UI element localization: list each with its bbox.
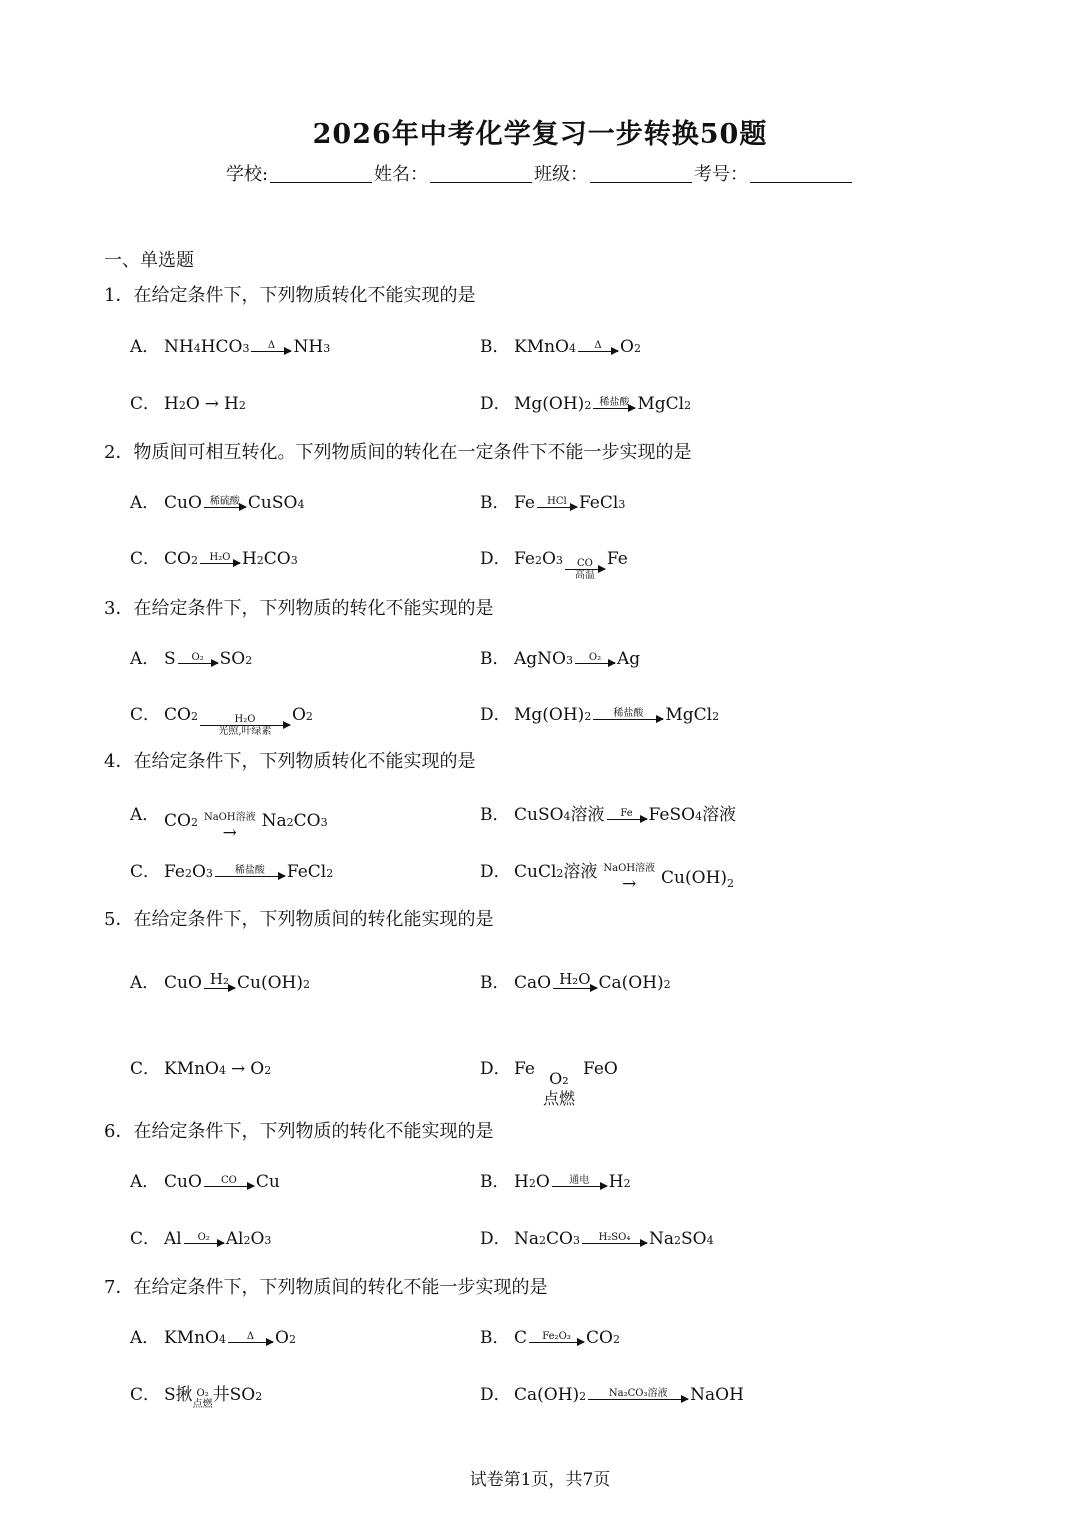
condition: 稀盐酸 <box>599 397 630 408</box>
condition: 通电 <box>569 1175 590 1186</box>
q7-option-d: D． Ca(OH) 2 Na₂CO₃溶液 NaOH <box>480 1380 744 1405</box>
option-label: A． <box>130 337 160 357</box>
page-footer: 试卷第1页，共7页 <box>469 1470 611 1490</box>
solution-word: 溶液 <box>563 862 598 882</box>
q1-option-b: B． KMnO 4 Δ O 2 <box>480 332 641 357</box>
q6-option-a: A． CuO CO Cu <box>130 1167 280 1192</box>
condition: H₂ <box>209 970 230 988</box>
option-label: C． <box>130 549 161 569</box>
option-label: C． <box>130 1385 161 1405</box>
q3-option-a: A． S O₂ SO 2 <box>130 644 252 669</box>
question-text: 物质间可相互转化。下列物质间的转化在一定条件下不能一步实现的是 <box>133 442 692 463</box>
student-info-line <box>0 160 1080 186</box>
exam-number-blank <box>750 164 852 183</box>
option-label: B． <box>480 649 510 669</box>
question-number: 7． <box>104 1277 134 1298</box>
condition: Fe₂O₃ <box>542 1331 571 1342</box>
q2-option-c: C． CO 2 H₂O H 2 CO 3 <box>130 544 298 569</box>
q7-option-b: B． C Fe₂O₃ CO 2 <box>480 1323 620 1348</box>
option-label: C． <box>130 1229 161 1249</box>
class-blank <box>590 164 692 183</box>
section-heading: 一、单选题 <box>104 250 194 271</box>
condition: NaOH溶液 <box>203 812 256 823</box>
condition: Fe <box>620 808 633 819</box>
option-label: B． <box>480 973 510 993</box>
q4-option-c: C． Fe 2 O 3 稀盐酸 FeCl 2 <box>130 857 333 882</box>
option-label: A． <box>130 805 160 825</box>
q6-option-c: C． Al O₂ Al 2 O 3 <box>130 1224 271 1249</box>
option-label: B． <box>480 493 510 513</box>
page-title: 2026年中考化学复习一步转换50题 <box>312 119 768 150</box>
condition: O₂ <box>549 1069 569 1088</box>
condition-under: 光照,叶绿素 <box>218 726 272 737</box>
option-label: C． <box>130 1059 161 1079</box>
question-number: 3． <box>104 598 134 619</box>
option-label: D． <box>480 1229 511 1249</box>
condition-under: 高温 <box>574 570 595 581</box>
q2-option-a: A． CuO 稀硫酸 CuSO 4 <box>130 488 304 513</box>
option-label: D． <box>480 862 511 882</box>
exam-number-label: 考号： <box>694 164 749 185</box>
q4-option-a: A． CO 2 NaOH溶液 → Na 2 CO 3 <box>130 800 328 843</box>
option-label: A． <box>130 1172 160 1192</box>
condition: Na₂CO₃溶液 <box>608 1388 668 1399</box>
condition-under: 点燃 <box>542 1089 575 1108</box>
question-3 <box>104 594 493 620</box>
condition: H₂O <box>559 970 591 988</box>
q5-option-a: A． CuO H₂ Cu(OH) 2 <box>130 970 310 993</box>
question-number: 6． <box>104 1121 134 1142</box>
question-1 <box>104 281 475 307</box>
condition: O₂ <box>588 652 602 663</box>
condition: 稀盐酸 <box>234 865 265 876</box>
q2-option-b: B． Fe HCl FeCl 3 <box>480 488 625 513</box>
option-label: D． <box>480 1385 511 1405</box>
q3-option-d: D． Mg(OH) 2 稀盐酸 MgCl 2 <box>480 700 719 725</box>
school-label: 学校: <box>225 164 269 185</box>
question-number: 5． <box>104 909 134 930</box>
school-blank <box>270 164 372 183</box>
option-label: D． <box>480 549 511 569</box>
name-blank <box>430 164 532 183</box>
option-label: B． <box>480 337 510 357</box>
condition: 稀盐酸 <box>613 708 644 719</box>
q1-option-c: C． H 2 O → H 2 <box>130 389 246 414</box>
question-text: 在给定条件下，下列物质的转化不能实现的是 <box>133 1121 494 1142</box>
q3-option-b: B． AgNO 3 O₂ Ag <box>480 644 640 669</box>
option-label: A． <box>130 1328 160 1348</box>
solution-word: 溶液 <box>570 805 605 825</box>
question-6 <box>104 1117 493 1143</box>
q3-option-c: C． CO 2 H₂O 光照,叶绿素 O 2 <box>130 700 313 736</box>
question-text: 在给定条件下，下列物质的转化不能实现的是 <box>133 598 494 619</box>
question-4 <box>104 747 475 773</box>
option-label: D． <box>480 1059 511 1079</box>
question-number: 2． <box>104 442 134 463</box>
condition: H₂O <box>209 552 231 563</box>
option-label: A． <box>130 973 160 993</box>
condition: Δ <box>267 340 276 351</box>
question-7 <box>104 1273 547 1299</box>
condition: O₂ <box>197 1232 210 1243</box>
q4-option-b: B． CuSO 4 溶液 Fe FeSO 4 溶液 <box>480 800 736 825</box>
question-text: 在给定条件下，下列物质转化不能实现的是 <box>133 751 476 772</box>
class-label: 班级： <box>534 164 589 185</box>
q1-option-d: D． Mg(OH) 2 稀盐酸 MgCl 2 <box>480 389 691 414</box>
condition: 稀硫酸 <box>209 496 240 507</box>
q5-option-b: B． CaO H₂O Ca(OH) 2 <box>480 970 671 993</box>
garbled-glyph: 揪 <box>175 1385 193 1405</box>
option-label: B． <box>480 1328 510 1348</box>
q5-option-c: C． KMnO 4 → O 2 <box>130 1054 271 1079</box>
condition: O₂ <box>196 1388 209 1399</box>
condition: CO <box>576 558 593 569</box>
condition: NaOH溶液 <box>603 863 656 874</box>
q7-option-a: A． KMnO 4 Δ O 2 <box>130 1323 296 1348</box>
question-text: 在给定条件下，下列物质转化不能实现的是 <box>133 285 476 306</box>
option-label: C． <box>130 862 161 882</box>
q5-option-d: D． Fe O₂ 点燃 FeO <box>480 1054 618 1099</box>
condition: H₂O <box>234 714 256 725</box>
condition-under: 点燃 <box>192 1399 213 1410</box>
garbled-glyph: 井 <box>212 1385 230 1405</box>
q6-option-b: B． H 2 O 通电 H 2 <box>480 1167 631 1192</box>
condition: O₂ <box>191 652 204 663</box>
option-label: A． <box>130 493 160 513</box>
question-5 <box>104 905 493 931</box>
condition: HCl <box>547 496 567 507</box>
option-label: D． <box>480 394 511 414</box>
q6-option-d: D． Na 2 CO 3 H₂SO₄ Na 2 SO 4 <box>480 1224 714 1249</box>
condition: CO <box>220 1175 237 1186</box>
condition: Δ <box>246 1331 255 1342</box>
condition: Δ <box>594 340 602 351</box>
option-label: C． <box>130 705 161 725</box>
option-label: C． <box>130 394 161 414</box>
q1-option-a: A． NH 4 HCO 3 Δ NH 3 <box>130 332 330 357</box>
name-label: 姓名： <box>374 164 429 185</box>
solution-word: 溶液 <box>702 805 737 825</box>
q4-option-d: D． CuCl 2 溶液 NaOH溶液 → $Cu(OH)_2$ <box>480 857 734 900</box>
q2-option-d: D． Fe 2 O 3 CO 高温 Fe <box>480 544 628 580</box>
option-label: A． <box>130 649 160 669</box>
question-number: 4． <box>104 751 134 772</box>
question-2 <box>104 438 691 464</box>
q7-option-c: C． S 揪 O₂ 点燃 井 SO 2 <box>130 1380 262 1414</box>
condition: H₂SO₄ <box>598 1232 631 1243</box>
question-text: 在给定条件下，下列物质间的转化能实现的是 <box>133 909 494 930</box>
question-text: 在给定条件下，下列物质间的转化不能一步实现的是 <box>133 1277 548 1298</box>
option-label: B． <box>480 1172 510 1192</box>
option-label: D． <box>480 705 511 725</box>
option-label: B． <box>480 805 510 825</box>
question-number: 1． <box>104 285 134 306</box>
